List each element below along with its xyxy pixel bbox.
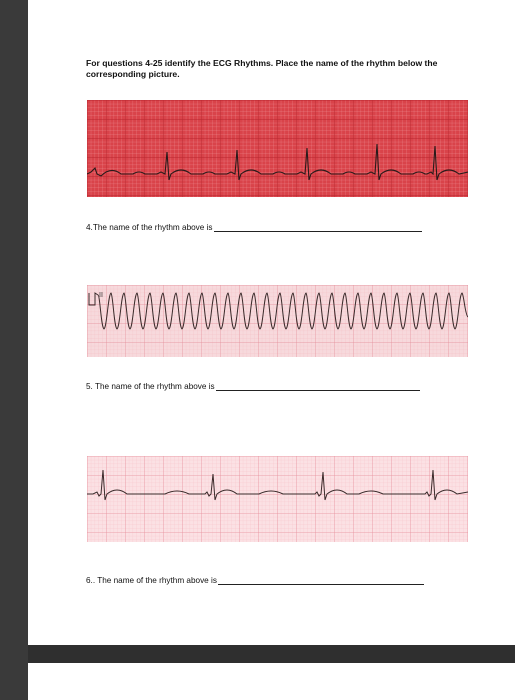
bottom-area <box>28 663 515 700</box>
strip-1-grid <box>87 100 468 197</box>
ecg-strip-3-graphic <box>87 456 468 542</box>
question-4-prompt: 4.The name of the rhythm above is <box>86 223 213 232</box>
ecg-strip-1 <box>87 100 468 197</box>
question-6-answer-line[interactable] <box>218 575 424 585</box>
question-4 <box>86 222 422 232</box>
ecg-strip-2-graphic <box>87 285 468 357</box>
ecg-strip-3 <box>87 456 468 542</box>
question-6 <box>86 575 424 585</box>
question-6-prompt: 6.. The name of the rhythm above is <box>86 576 217 585</box>
ecg-strip-1-graphic <box>87 100 468 197</box>
question-5-answer-line[interactable] <box>216 381 420 391</box>
left-margin-bar <box>0 0 28 700</box>
question-5-prompt: 5. The name of the rhythm above is <box>86 382 215 391</box>
question-5 <box>86 381 420 391</box>
strip-3-grid <box>87 456 468 542</box>
strip-2-lead-label: II <box>99 292 103 299</box>
page-bottom-bar <box>28 645 515 663</box>
worksheet-instructions: For questions 4-25 identify the ECG Rhythms. Place the name of the rhythm below the corresponding picture. <box>86 58 438 79</box>
question-4-answer-line[interactable] <box>214 222 422 232</box>
ecg-strip-2 <box>87 285 468 357</box>
